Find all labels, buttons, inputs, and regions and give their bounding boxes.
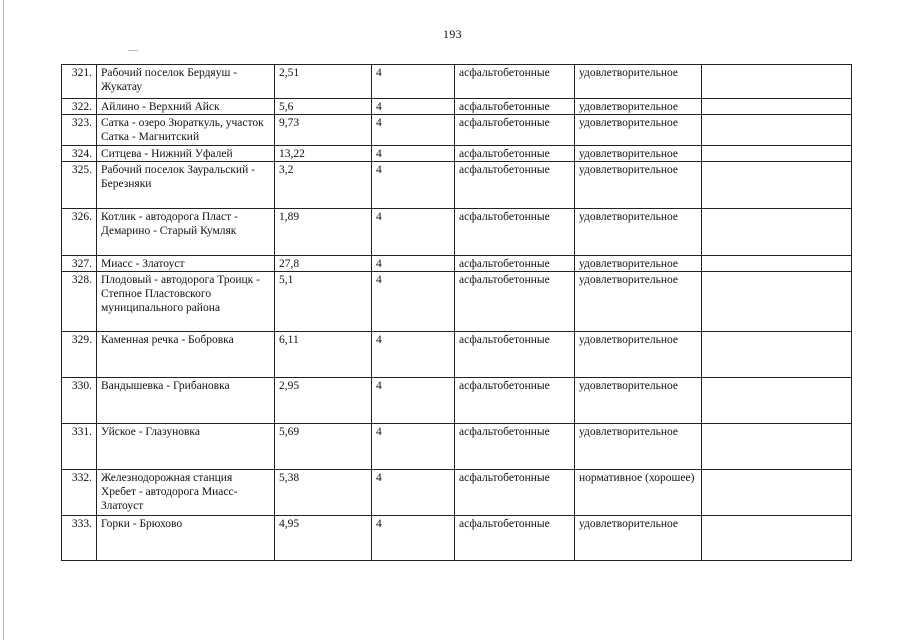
road-name: Миасс - Златоуст [97, 256, 275, 272]
surface-type: асфальтобетонные [455, 332, 575, 378]
surface-type: асфальтобетонные [455, 115, 575, 146]
extra-cell [702, 115, 852, 146]
road-category: 4 [372, 99, 455, 115]
road-category: 4 [372, 65, 455, 99]
road-name: Рабочий поселок Зауральский - Березняки [97, 162, 275, 209]
road-condition: удовлетворительное [575, 332, 702, 378]
row-number: 323. [62, 115, 97, 146]
row-number: 326. [62, 209, 97, 256]
extra-cell [702, 99, 852, 115]
road-condition: удовлетворительное [575, 516, 702, 561]
row-number: 332. [62, 470, 97, 516]
surface-type: асфальтобетонные [455, 146, 575, 162]
extra-cell [702, 256, 852, 272]
table-row [62, 378, 852, 424]
table-row [62, 256, 852, 272]
road-length: 1,89 [275, 209, 372, 256]
extra-cell [702, 65, 852, 99]
road-name: Сатка - озеро Зюраткуль, участок Сатка - Магнитский [97, 115, 275, 146]
roads-table [61, 64, 852, 561]
surface-type: асфальтобетонные [455, 470, 575, 516]
road-length: 9,73 [275, 115, 372, 146]
table-row [62, 516, 852, 561]
road-length: 5,38 [275, 470, 372, 516]
road-length: 5,1 [275, 272, 372, 332]
extra-cell [702, 272, 852, 332]
row-number: 333. [62, 516, 97, 561]
row-number: 324. [62, 146, 97, 162]
road-category: 4 [372, 162, 455, 209]
road-category: 4 [372, 209, 455, 256]
road-category: 4 [372, 272, 455, 332]
road-length: 6,11 [275, 332, 372, 378]
surface-type: асфальтобетонные [455, 65, 575, 99]
road-name: Железнодорожная станция Хребет - автодорога Миасс-Златоуст [97, 470, 275, 516]
road-category: 4 [372, 516, 455, 561]
road-length: 2,95 [275, 378, 372, 424]
extra-cell [702, 146, 852, 162]
extra-cell [702, 424, 852, 470]
road-condition: удовлетворительное [575, 65, 702, 99]
road-condition: удовлетворительное [575, 378, 702, 424]
road-length: 3,2 [275, 162, 372, 209]
road-length: 5,6 [275, 99, 372, 115]
road-name: Айлино - Верхний Айск [97, 99, 275, 115]
road-category: 4 [372, 256, 455, 272]
row-number: 330. [62, 378, 97, 424]
surface-type: асфальтобетонные [455, 378, 575, 424]
road-name: Горки - Брюхово [97, 516, 275, 561]
table-row [62, 272, 852, 332]
road-condition: удовлетворительное [575, 115, 702, 146]
road-name: Котлик - автодорога Пласт - Демарино - Старый Кумляк [97, 209, 275, 256]
table-row [62, 332, 852, 378]
row-number: 328. [62, 272, 97, 332]
road-condition: нормативное (хорошее) [575, 470, 702, 516]
surface-type: асфальтобетонные [455, 162, 575, 209]
extra-cell [702, 378, 852, 424]
road-category: 4 [372, 332, 455, 378]
road-condition: удовлетворительное [575, 424, 702, 470]
road-name: Плодовый - автодорога Троицк - Степное Пластовского муниципального района [97, 272, 275, 332]
surface-type: асфальтобетонные [455, 99, 575, 115]
road-length: 5,69 [275, 424, 372, 470]
road-length: 13,22 [275, 146, 372, 162]
surface-type: асфальтобетонные [455, 209, 575, 256]
row-number: 327. [62, 256, 97, 272]
road-category: 4 [372, 424, 455, 470]
extra-cell [702, 516, 852, 561]
row-number: 325. [62, 162, 97, 209]
row-number: 329. [62, 332, 97, 378]
table-row [62, 470, 852, 516]
extra-cell [702, 332, 852, 378]
scan-mark [128, 50, 138, 51]
table-row [62, 115, 852, 146]
table-row [62, 65, 852, 99]
table-row [62, 146, 852, 162]
road-length: 27,8 [275, 256, 372, 272]
road-length: 4,95 [275, 516, 372, 561]
surface-type: асфальтобетонные [455, 424, 575, 470]
row-number: 331. [62, 424, 97, 470]
extra-cell [702, 209, 852, 256]
table-row [62, 162, 852, 209]
road-condition: удовлетворительное [575, 256, 702, 272]
road-condition: удовлетворительное [575, 162, 702, 209]
surface-type: асфальтобетонные [455, 272, 575, 332]
row-number: 321. [62, 65, 97, 99]
surface-type: асфальтобетонные [455, 256, 575, 272]
road-condition: удовлетворительное [575, 146, 702, 162]
road-condition: удовлетворительное [575, 209, 702, 256]
road-category: 4 [372, 146, 455, 162]
road-condition: удовлетворительное [575, 99, 702, 115]
table-row [62, 99, 852, 115]
road-category: 4 [372, 378, 455, 424]
road-condition: удовлетворительное [575, 272, 702, 332]
extra-cell [702, 162, 852, 209]
road-category: 4 [372, 115, 455, 146]
road-name: Ситцева - Нижний Уфалей [97, 146, 275, 162]
road-name: Уйское - Глазуновка [97, 424, 275, 470]
road-length: 2,51 [275, 65, 372, 99]
road-name: Каменная речка - Бобровка [97, 332, 275, 378]
road-category: 4 [372, 470, 455, 516]
extra-cell [702, 470, 852, 516]
table-row [62, 424, 852, 470]
scan-edge-line [3, 0, 4, 640]
row-number: 322. [62, 99, 97, 115]
road-name: Рабочий поселок Бердяуш - Жукатау [97, 65, 275, 99]
surface-type: асфальтобетонные [455, 516, 575, 561]
page-number: 193 [443, 27, 462, 41]
table-row [62, 209, 852, 256]
road-name: Вандышевка - Грибановка [97, 378, 275, 424]
